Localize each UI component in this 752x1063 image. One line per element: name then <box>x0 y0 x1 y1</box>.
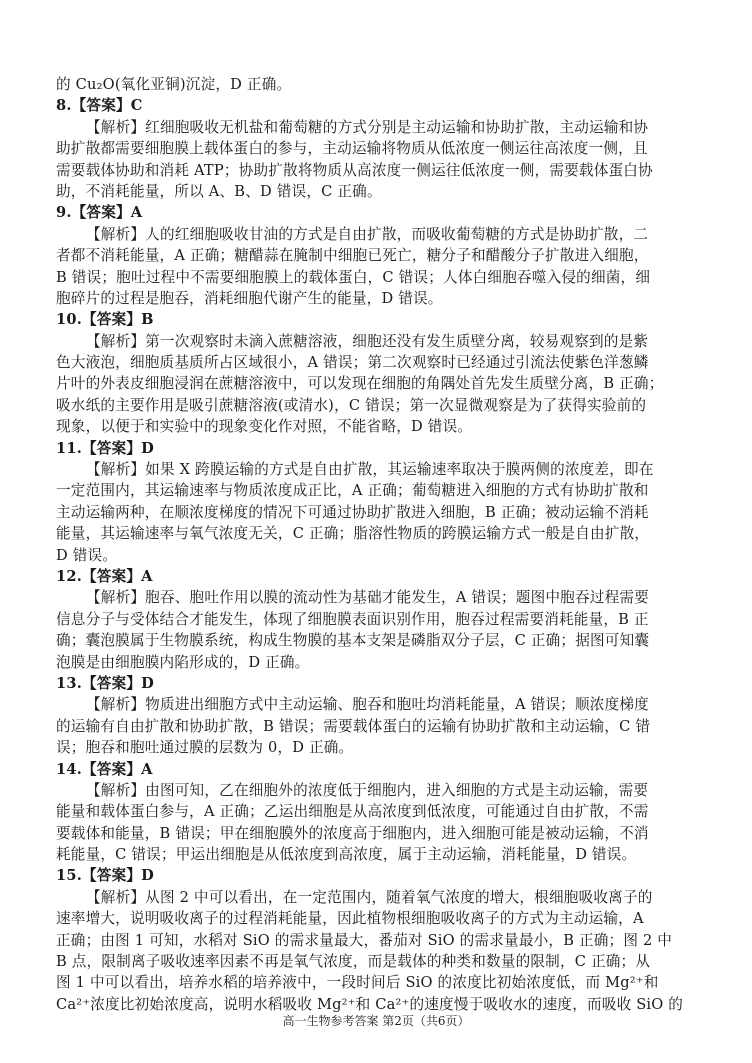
text-line: 【解析】胞吞、胞吐作用以膜的流动性为基础才能发生，A 错误；题图中胞吞过程需要 <box>86 589 649 607</box>
answer-heading: 15.【答案】D <box>56 867 155 885</box>
text-line: 【解析】第一次观察时未滴入蔗糖溶液，细胞还没有发生质壁分离，较易观察到的是紫 <box>86 332 649 350</box>
text-line: 片叶的外表皮细胞浸润在蔗糖溶液中，可以发现在细胞的角隅处首先发生质壁分离，B 正确； <box>56 375 664 393</box>
text-line: 泡膜是由细胞膜内陷形成的，D 正确。 <box>56 653 310 671</box>
answer-heading: 10.【答案】B <box>56 311 154 329</box>
text-line: B 点，限制离子吸收速率因素不再是氧气浓度，而是载体的种类和数量的限制，C 正确；从 <box>56 953 651 971</box>
text-line: 【解析】人的红细胞吸收甘油的方式是自由扩散，而吸收葡萄糖的方式是协助扩散，二 <box>86 225 649 243</box>
text-line: 【解析】物质进出细胞方式中主动运输、胞吞和胞吐均消耗能量，A 错误；顺浓度梯度 <box>86 696 649 714</box>
text-line: 耗能量，C 错误；甲运出细胞是从低浓度到高浓度，属于主动运输，消耗能量，D 错误。 <box>56 846 637 864</box>
answer-heading: 9.【答案】A <box>56 204 143 222</box>
text-line: 【解析】红细胞吸收无机盐和葡萄糖的方式分别是主动运输和协助扩散，主动运输和协 <box>86 118 649 136</box>
text-line: 误；胞吞和胞吐通过膜的层数为 0，D 正确。 <box>56 739 354 757</box>
text-line: 正确；由图 1 可知，水稻对 SiO 的需求量最大，番茄对 SiO 的需求量最小，B 正确；图 2 中 <box>56 931 673 949</box>
text-line: 者都不消耗能量，A 正确；糖醋蒜在腌制中细胞已死亡，糖分子和醋酸分子扩散进入细胞， <box>56 247 649 265</box>
text-line: 信息分子与受体结合才能发生，体现了细胞膜表面识别作用，胞吞过程需要消耗能量，B 正 <box>56 610 649 628</box>
text-line: 主动运输两种，在顺浓度梯度的情况下可通过协助扩散进入细胞，B 正确；被动运输不消耗 <box>56 503 649 521</box>
text-line: 需要载体协助和消耗 ATP；协助扩散将物质从高浓度一侧运往低浓度一侧，需要载体蛋白协 <box>56 161 653 179</box>
text-line: 现象，以便于和实验中的现象变化作对照，不能省略，D 错误。 <box>56 418 473 436</box>
page-footer: 高一生物参考答案 第2页（共6页） <box>282 1014 470 1028</box>
text-line: 一定范围内，其运输速率与物质浓度成正比，A 正确；葡萄糖进入细胞的方式有协助扩散和 <box>56 482 649 500</box>
answer-heading: 8.【答案】C <box>56 97 143 115</box>
text-line: 胞碎片的过程是胞吞，消耗细胞代谢产生的能量，D 错误。 <box>56 289 443 307</box>
text-line: 能量，其运输速率与氧气浓度无关，C 正确；脂溶性物质的跨膜运输方式一般是自由扩散， <box>56 525 650 543</box>
text-line: 色大液泡，细胞质基质所占区域很小，A 错误；第二次观察时已经通过引流法使紫色洋葱鳞 <box>56 354 649 372</box>
text-line: 的运输有自由扩散和协助扩散，B 错误；需要载体蛋白的运输有协助扩散和主动运输，C 错 <box>56 717 651 735</box>
text-line: 【解析】如果 X 跨膜运输的方式是自由扩散，其运输速率取决于膜两侧的浓度差，即在 <box>86 461 654 479</box>
answer-heading: 12.【答案】A <box>56 567 153 585</box>
document-body <box>56 74 696 1015</box>
text-line: 速率增大，说明吸收离子的过程消耗能量，因此植物根细胞吸收离子的方式为主动运输，A <box>56 910 644 928</box>
text-line: 要载体和能量，B 错误；甲在细胞膜外的浓度高于细胞内，进入细胞可能是被动运输，不消 <box>56 824 649 842</box>
text-line: 【解析】从图 2 中可以看出，在一定范围内，随着氧气浓度的增大，根细胞吸收离子的 <box>86 888 653 906</box>
text-line: 确；囊泡膜属于生物膜系统，构成生物膜的基本支架是磷脂双分子层，C 正确；据图可知囊 <box>56 632 650 650</box>
answer-heading: 14.【答案】A <box>56 760 153 778</box>
text-line: 助，不消耗能量，所以 A、B、D 错误，C 正确。 <box>56 182 382 200</box>
answer-heading: 13.【答案】D <box>56 674 155 692</box>
text-line: 【解析】由图可知，乙在细胞外的浓度低于细胞内，进入细胞的方式是主动运输，需要 <box>86 781 649 799</box>
text-line: D 错误。 <box>56 546 118 564</box>
text-line: Ca²⁺浓度比初始浓度高，说明水稻吸收 Mg²⁺和 Ca²⁺的速度慢于吸收水的速度，而吸收 SiO 的 <box>56 995 684 1013</box>
answer-heading: 11.【答案】D <box>56 439 155 457</box>
text-line: 吸水纸的主要作用是吸引蔗糖溶液(或清水)，C 错误；第一次显微观察是为了获得实验前的 <box>56 396 647 414</box>
text-line: 助扩散都需要细胞膜上载体蛋白的参与，主动运输将物质从低浓度一侧运往高浓度一侧，且 <box>56 140 648 158</box>
text-line: 图 1 中可以看出，培养水稻的培养液中，一段时间后 SiO 的浓度比初始浓度低，而 Mg²⁺和 <box>56 974 659 992</box>
text-line: 的 Cu₂O(氧化亚铜)沉淀，D 正确。 <box>56 76 292 93</box>
text-line: 能量和载体蛋白参与，A 正确；乙运出细胞是从高浓度到低浓度，可能通过自由扩散，不需 <box>56 803 649 821</box>
text-line: B 错误；胞吐过程中不需要细胞膜上的载体蛋白，C 错误；人体白细胞吞噬入侵的细菌，细 <box>56 268 651 286</box>
